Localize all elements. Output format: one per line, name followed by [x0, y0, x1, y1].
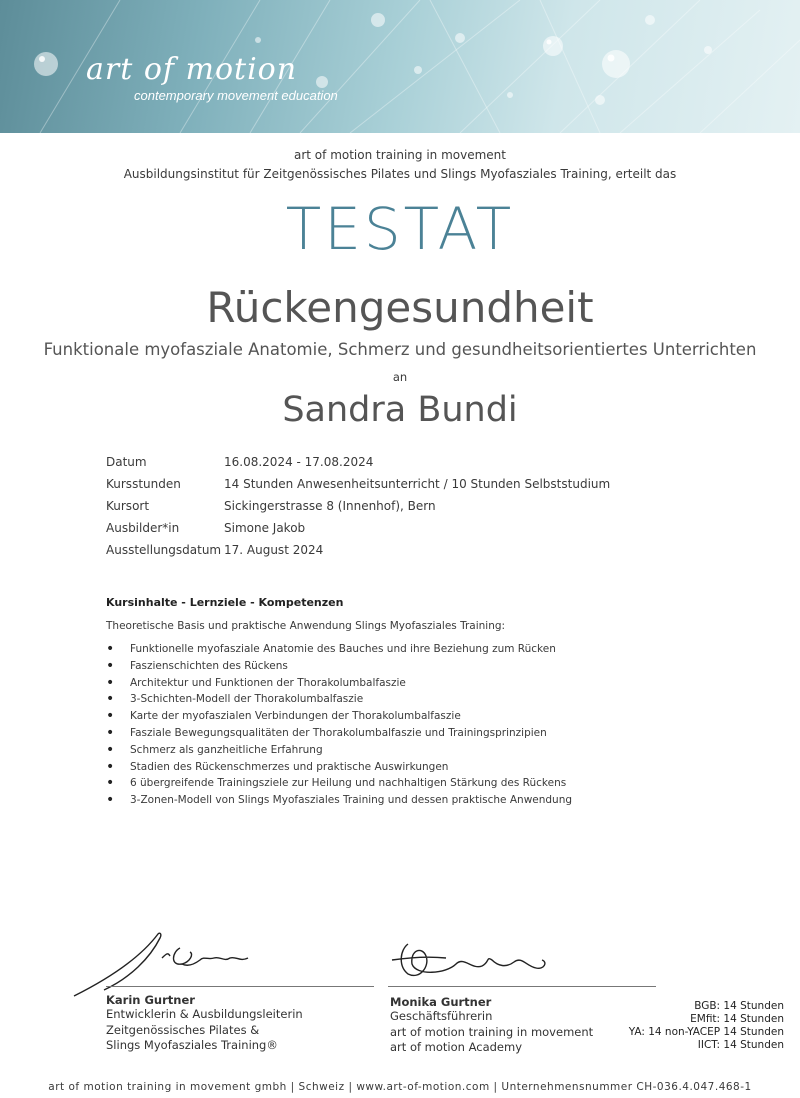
credit-hours-line: EMfit: 14 Stunden: [690, 1013, 784, 1025]
list-item: • 6 übergreifende Trainingsziele zur Heilung und nachhaltigen Stärkung des Rückens: [106, 776, 572, 793]
list-item: • 3-Schichten-Modell der Thorakolumbalfaszie: [106, 692, 572, 709]
institution-name: art of motion training in movement: [294, 148, 506, 162]
contents-list: [106, 642, 572, 810]
signer-role-line: Zeitgenössisches Pilates &: [106, 1022, 260, 1037]
detail-value: 17. August 2024: [224, 543, 324, 557]
recipient-name: Sandra Bundi: [282, 390, 518, 430]
detail-value: Sickingerstrasse 8 (Innenhof), Bern: [224, 499, 436, 513]
signer-role-line: Entwicklerin & Ausbildungsleiterin: [106, 1007, 303, 1021]
course-name: Rückengesundheit: [206, 283, 594, 332]
list-item: • Schmerz als ganzheitliche Erfahrung: [106, 743, 572, 760]
signer-role: [390, 1009, 593, 1056]
detail-label: Ausbilder*in: [106, 521, 180, 535]
detail-value: 16.08.2024 - 17.08.2024: [224, 455, 374, 469]
signature-line: [388, 986, 656, 987]
list-item: • Faszienschichten des Rückens: [106, 659, 572, 676]
footer: art of motion training in movement gmbh | Schweiz | www.art-of-motion.com | Unternehmensnummer CH-036.4.047.468-1: [48, 1081, 752, 1093]
credit-hours: [629, 1000, 784, 1052]
signature-karin-gurtner: [70, 928, 270, 1000]
detail-label: Datum: [106, 455, 147, 469]
detail-value: 14 Stunden Anwesenheitsunterricht / 10 Stunden Selbststudium: [224, 477, 611, 491]
credit-hours-line: BGB: 14 Stunden: [694, 1000, 784, 1012]
list-item: • Fasziale Bewegungsqualitäten der Thorakolumbalfaszie und Trainingsprinzipien: [106, 726, 572, 743]
detail-label: Ausstellungsdatum: [106, 543, 222, 557]
signer-name: Monika Gurtner: [390, 995, 492, 1009]
list-item: • Stadien des Rückenschmerzes und praktische Auswirkungen: [106, 760, 572, 777]
detail-label: Kursstunden: [106, 477, 181, 491]
signer-name: Karin Gurtner: [106, 993, 195, 1007]
contents-intro: Theoretische Basis und praktische Anwendung Slings Myofasziales Training:: [106, 620, 506, 632]
signer-role-line: art of motion Academy: [390, 1040, 523, 1054]
signer-role-line: Slings Myofasziales Training®: [106, 1038, 278, 1052]
detail-value: Simone Jakob: [224, 521, 306, 535]
logo: art of motion: [86, 52, 298, 87]
detail-label: Kursort: [106, 499, 150, 513]
contents-heading: Kursinhalte - Lernziele - Kompetenzen: [106, 596, 344, 609]
list-item: • Architektur und Funktionen der Thorakolumbalfaszie: [106, 676, 572, 693]
list-item: • 3-Zonen-Modell von Slings Myofasziales Training und dessen praktische Anwendung: [106, 793, 572, 810]
credit-hours-line: IICT: 14 Stunden: [697, 1039, 784, 1051]
signer-role-line: Geschäftsführerin: [390, 1009, 493, 1023]
header-banner: [0, 0, 800, 133]
logo-tagline: contemporary movement education: [134, 88, 338, 103]
signature-line: [106, 986, 374, 987]
course-subtitle: Funktionale myofasziale Anatomie, Schmerz und gesundheitsorientiertes Unterrichten: [43, 340, 757, 359]
signer-role: [106, 1007, 303, 1054]
list-item: • Karte der myofaszialen Verbindungen der Thorakolumbalfaszie: [106, 709, 572, 726]
list-item: • Funktionelle myofasziale Anatomie des Bauches und ihre Beziehung zum Rücken: [106, 642, 572, 659]
credit-hours-line: YA: 14 non-YACEP 14 Stunden: [628, 1026, 784, 1038]
institution-description: Ausbildungsinstitut für Zeitgenössisches Pilates und Slings Myofasziales Training, erteilt das: [123, 167, 677, 181]
certificate-title: TESTAT: [285, 195, 515, 263]
signature-monika-gurtner: [386, 936, 556, 986]
signer-role-line: art of motion training in movement: [390, 1024, 594, 1039]
recipient-prefix: an: [392, 370, 408, 384]
